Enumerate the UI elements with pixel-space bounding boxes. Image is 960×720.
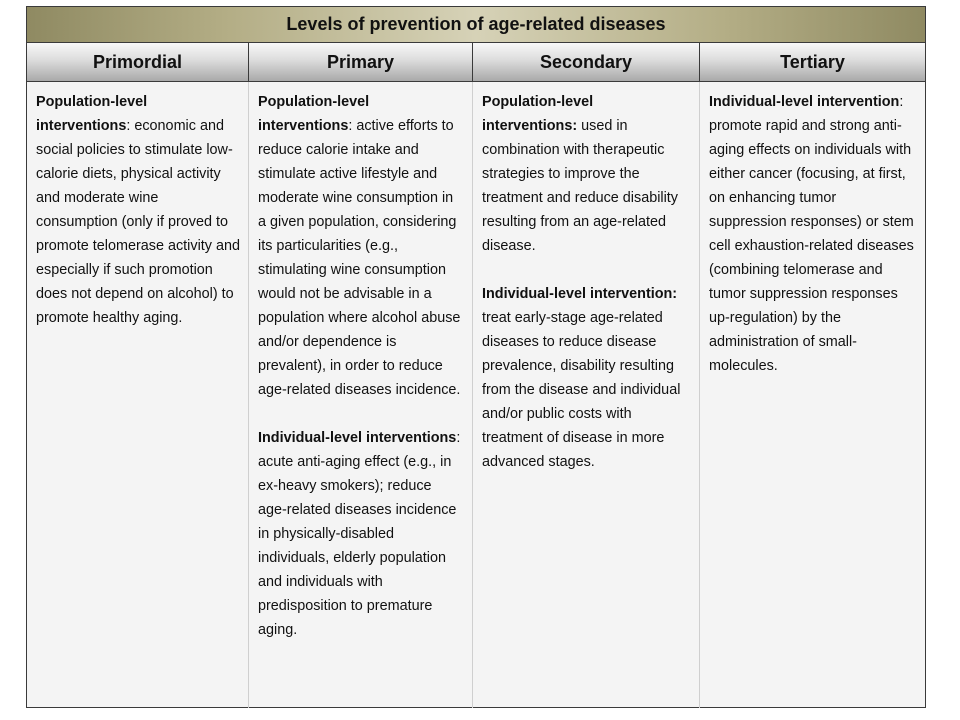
header-primary: Primary — [249, 43, 473, 81]
header-secondary: Secondary — [473, 43, 700, 81]
header-tertiary: Tertiary — [700, 43, 925, 81]
content-row — [27, 82, 925, 708]
table-title: Levels of prevention of age-related diseases — [27, 7, 925, 43]
paragraph-bold-lead: Population-level interventions: — [482, 94, 594, 134]
primary-individual-paragraph — [258, 426, 464, 642]
header-primordial: Primordial — [27, 43, 249, 81]
cell-primary — [249, 82, 473, 708]
cell-secondary — [473, 82, 700, 708]
tertiary-individual-paragraph — [709, 90, 917, 378]
primary-population-paragraph — [258, 90, 464, 402]
secondary-population-paragraph — [482, 90, 691, 258]
paragraph-bold-lead: Individual-level intervention — [709, 94, 900, 110]
paragraph-bold-lead: Population-level interventions — [36, 94, 148, 134]
primordial-population-paragraph — [36, 90, 240, 330]
column-header-row — [27, 43, 925, 82]
paragraph-text: : acute anti-aging effect (e.g., in ex-heavy smokers); reduce age-related diseases incidence in physically-disabled individuals, elderly population and individuals with predisposition to premature aging. — [258, 430, 461, 638]
paragraph-text: : promote rapid and strong anti-aging effects on individuals with either cancer (focusing, at first, on enhancing tumor suppression responses) or stem cell exhaustion-related diseases (combining telomerase and tumor suppression responses up-regulation) by the administration of small-molecules. — [709, 94, 914, 374]
paragraph-text: : economic and social policies to stimulate low-calorie diets, physical activity and moderate wine consumption (only if proved to promote telomerase activity and especially if such promotion does not depend on alcohol) to promote healthy aging. — [36, 118, 240, 326]
cell-tertiary — [700, 82, 925, 708]
prevention-table — [26, 6, 926, 708]
paragraph-text: treat early-stage age-related diseases to reduce disease prevalence, disability resulting from the disease and individual and/or public costs with treatment of disease in more advanced stages. — [482, 310, 681, 470]
paragraph-bold-lead: Individual-level interventions — [258, 430, 457, 446]
paragraph-bold-lead: Population-level interventions — [258, 94, 370, 134]
paragraph-text: used in combination with therapeutic strategies to improve the treatment and reduce disability resulting from an age-related disease. — [482, 118, 678, 254]
cell-primordial — [27, 82, 249, 708]
paragraph-bold-lead: Individual-level intervention: — [482, 286, 678, 302]
secondary-individual-paragraph — [482, 282, 691, 474]
paragraph-text: : active efforts to reduce calorie intake and stimulate active lifestyle and moderate wine consumption in a given population, considering its particularities (e.g., stimulating wine consumption would not be advisable in a population where alcohol abuse and/or dependence is prevalent), in order to reduce age-related diseases incidence. — [258, 118, 461, 398]
